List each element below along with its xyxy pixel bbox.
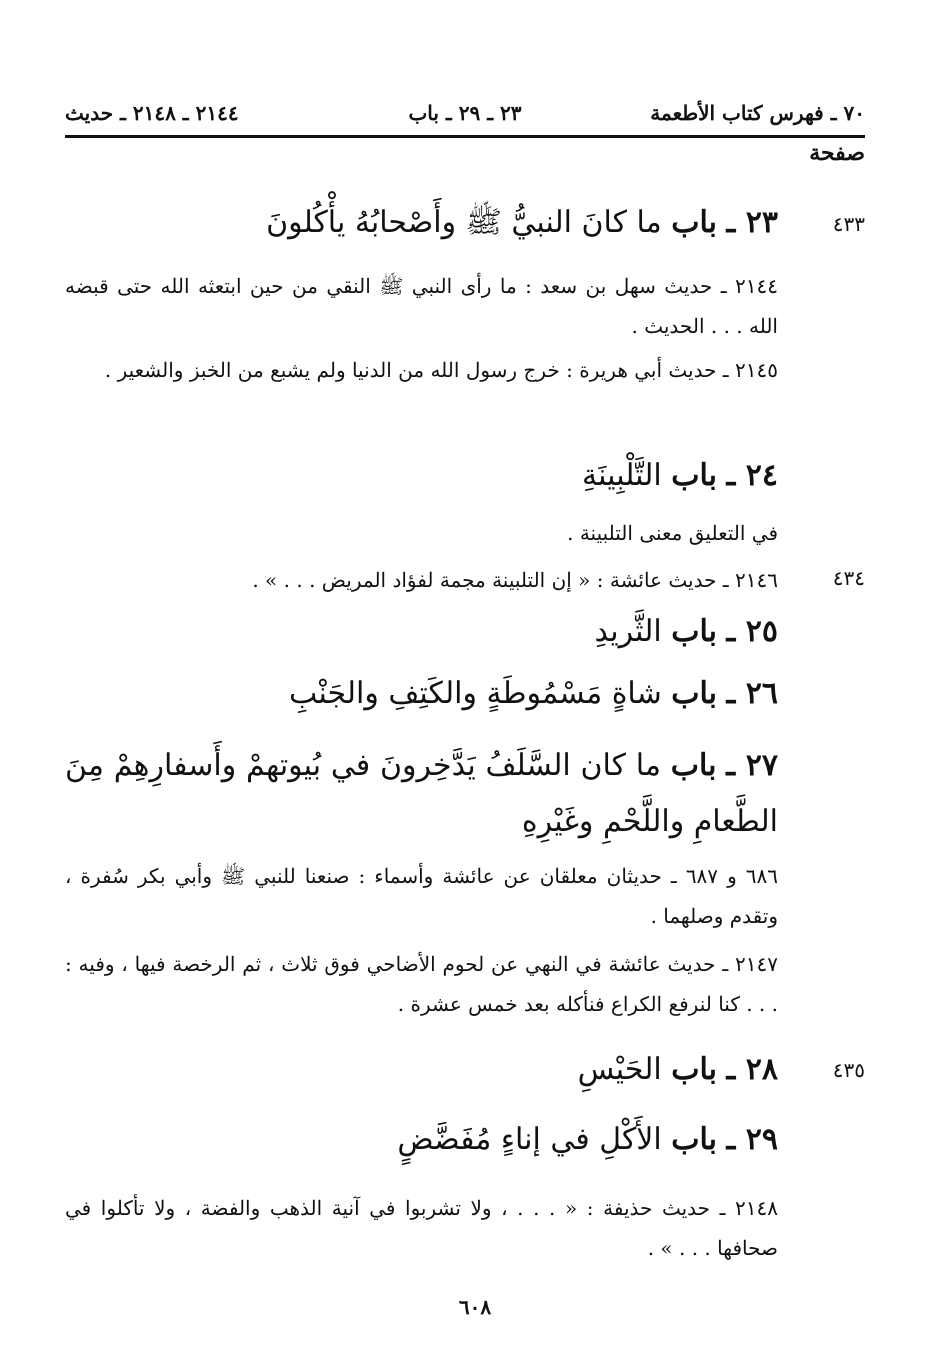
hadith-2145: ٢١٤٥ ـ حديث أبي هريرة : خرج رسول الله من الدنيا ولم يشبع من الخبز والشعير . [104,358,778,382]
chapter-heading-27 [65,738,778,850]
chapter-title: ما كانَ النبيُّ ﷺ وأَصْحابُهُ يأْكُلونَ [266,205,662,240]
header-section-range: ٢٣ ـ ٢٩ ـ باب [408,101,522,125]
page-number: ٦٠٨ [458,1295,492,1319]
chapter-number: ٢٣ ـ [726,205,778,240]
chapter-word: باب [671,458,717,493]
commentary-note: في التعليق معنى التلبينة . [567,521,778,545]
chapter-heading-26 [65,666,778,722]
chapter-heading-24 [65,448,778,504]
chapter-title: الثَّريدِ [594,614,662,649]
chapter-number: ٢٥ ـ [726,614,778,649]
hadith-2146: ٢١٤٦ ـ حديث عائشة : « إن التلبينة مجمة لفؤاد المريض . . . » . [252,568,778,592]
chapter-heading-29 [65,1112,778,1168]
chapter-title: التَّلْبِينَةِ [582,458,662,493]
page-ref-435: ٤٣٥ [832,1058,865,1082]
chapter-number: ٢٦ ـ [726,676,778,711]
chapter-heading-28 [65,1042,778,1098]
hadith-2148: ٢١٤٨ ـ حديث حذيفة : « . . . ، ولا تشربوا في آنية الذهب والفضة ، ولا تأكلوا في صحافها . . . » . [65,1196,778,1260]
chapter-heading-25 [65,604,778,660]
chapter-word: باب [670,748,717,783]
chapter-number: ٢٧ ـ [726,748,778,783]
chapter-title: الأَكْلِ في إناءٍ مُفَضَّضٍ [397,1122,662,1157]
header-hadith-range: ٢١٤٤ ـ ٢١٤٨ ـ حديث [65,101,239,125]
chapter-word: باب [671,205,717,240]
page-ref-434: ٤٣٤ [832,566,865,590]
chapter-word: باب [671,676,717,711]
chapter-word: باب [671,1122,717,1157]
page-ref-433: ٤٣٣ [832,212,865,236]
hadith-2147: ٢١٤٧ ـ حديث عائشة في النهي عن لحوم الأضاحي فوق ثلاث ، ثم الرخصة فيها ، وفيه : . . . كنا لنرفع الكراع فنأكله بعد خمس عشرة . [65,952,778,1016]
chapter-title: ما كان السَّلَفُ يَدَّخِرونَ في بُيوتهمْ وأَسفارِهِمْ مِنَ الطَّعامِ واللَّحْمِ وغَيْرِهِ [65,748,778,839]
chapter-heading-23 [65,195,778,251]
chapter-word: باب [671,614,717,649]
page-column-label: صفحة [809,140,865,166]
chapter-title: الحَيْسِ [577,1052,662,1087]
chapter-title: شاةٍ مَسْمُوطَةٍ والكَتِفِ والجَنْبِ [288,676,662,711]
hadith-2144: ٢١٤٤ ـ حديث سهل بن سعد : ما رأى النبي ﷺ النقي من حين ابتعثه الله حتى قبضه الله . . . الحديث . [65,274,778,338]
chapter-number: ٢٩ ـ [726,1122,778,1157]
running-header [65,95,865,138]
chapter-word: باب [671,1052,717,1087]
chapter-number: ٢٨ ـ [726,1052,778,1087]
chapter-number: ٢٤ ـ [726,458,778,493]
hadith-686-687: ٦٨٦ و ٦٨٧ ـ حديثان معلقان عن عائشة وأسماء : صنعنا للنبي ﷺ وأبي بكر سُفرة ، وتقدم وصلهما . [65,864,778,928]
header-chapter-title: ٧٠ ـ فهرس كتاب الأطعمة [650,101,865,125]
